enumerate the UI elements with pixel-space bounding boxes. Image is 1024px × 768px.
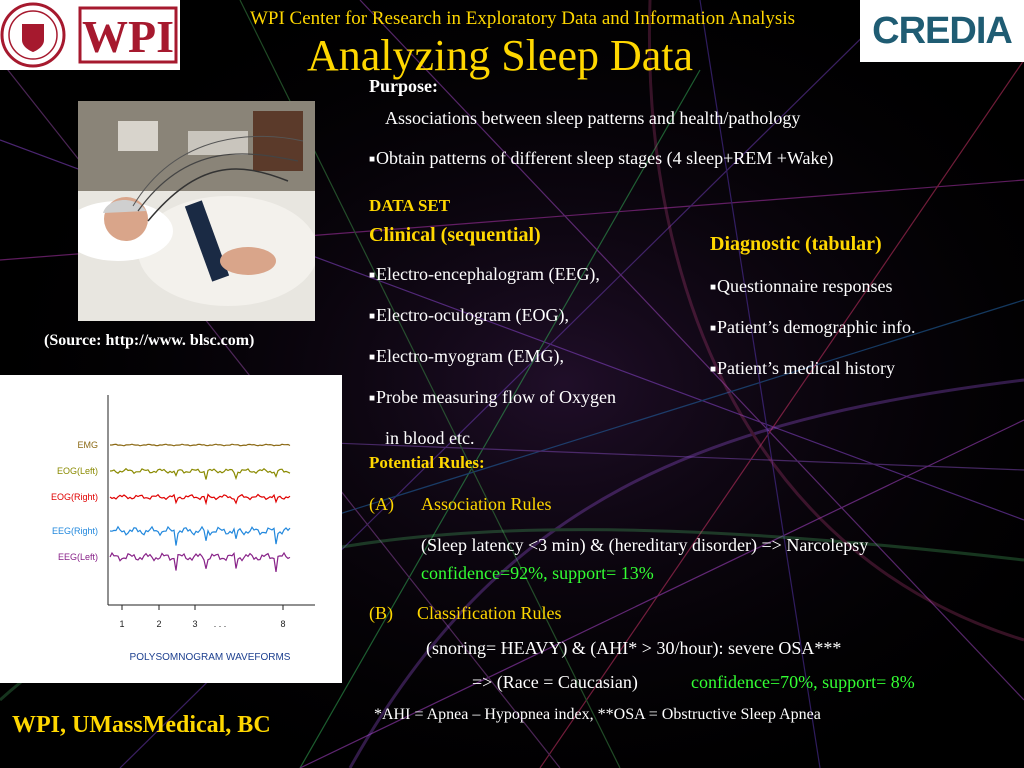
polysomnogram-waveforms xyxy=(0,375,342,683)
bullet-icon: ■ xyxy=(710,323,717,334)
polysomnogram-tick-label: 2 xyxy=(156,619,162,629)
diagnostic-item xyxy=(710,276,893,297)
dataset-heading: DATA SET xyxy=(369,196,451,215)
center-name: WPI Center for Research in Exploratory Data and Information Analysis xyxy=(249,8,796,29)
channel-label: EOG(Right) xyxy=(50,492,98,502)
wpi-logo-graphic xyxy=(0,0,180,70)
polysomnogram-figure xyxy=(0,375,342,683)
polysomnogram-tick-label: . . . xyxy=(213,619,227,629)
bullet-icon: ■ xyxy=(369,154,376,165)
rule-a-stats: confidence=92%, support= 13% xyxy=(421,563,654,583)
bullet-icon: ■ xyxy=(369,270,376,281)
diagnostic-item-text: Patient’s medical history xyxy=(717,358,896,378)
rule-a-text: (Sleep latency <3 min) & (hereditary disorder) => Narcolepsy xyxy=(421,535,869,555)
patient-photo xyxy=(78,101,315,321)
diagnostic-title: Diagnostic (tabular) xyxy=(710,233,882,255)
patient-sleeping-image xyxy=(78,101,315,321)
rule-b-title: Classification Rules xyxy=(417,603,562,623)
rule-b-marker: (B) xyxy=(369,603,393,623)
wpi-logo-text: WPI xyxy=(82,11,174,62)
polysomnogram-tick-label: 8 xyxy=(280,619,286,629)
clinical-item xyxy=(369,305,569,326)
rule-b-stats: confidence=70%, support= 8% xyxy=(691,672,915,692)
diagnostic-item-text: Patient’s demographic info. xyxy=(717,317,916,337)
bullet-icon: ■ xyxy=(369,393,376,404)
diagnostic-item-text: Questionnaire responses xyxy=(717,276,893,296)
bullet-icon: ■ xyxy=(369,352,376,363)
channel-waveform xyxy=(110,553,290,572)
bullet-icon: ■ xyxy=(710,282,717,293)
clinical-item-text: Electro-myogram (EMG), xyxy=(376,346,564,366)
polysomnogram-tick-label: 3 xyxy=(192,619,198,629)
rule-a-title: Association Rules xyxy=(421,494,552,514)
purpose-heading: Purpose: xyxy=(369,76,438,96)
clinical-item-continuation: in blood etc. xyxy=(385,428,475,448)
credia-logo xyxy=(860,0,1024,62)
wpi-logo xyxy=(0,0,180,70)
rule-a-marker: (A) xyxy=(369,494,394,514)
channel-waveform xyxy=(110,469,290,480)
channel-waveform xyxy=(110,527,290,546)
clinical-item-text: Electro-oculogram (EOG), xyxy=(376,305,569,325)
rules-heading: Potential Rules: xyxy=(369,453,485,472)
diagnostic-item xyxy=(710,358,895,379)
footnote: *AHI = Apnea – Hypopnea index, **OSA = Obstructive Sleep Apnea xyxy=(374,706,821,723)
clinical-item xyxy=(369,346,564,367)
rule-b-consequent: => (Race = Caucasian) xyxy=(472,672,638,692)
clinical-item xyxy=(369,387,616,408)
diagnostic-item xyxy=(710,317,916,338)
channel-label: EMG xyxy=(77,440,98,450)
channel-label: EEG(Right) xyxy=(51,526,98,536)
channel-label: EOG(Left) xyxy=(56,466,98,476)
page-title: Analyzing Sleep Data xyxy=(306,31,694,80)
credia-logo-text: CREDIA xyxy=(872,9,1012,52)
bullet-icon: ■ xyxy=(710,364,717,375)
image-source-caption: (Source: http://www. blsc.com) xyxy=(44,332,255,349)
clinical-title: Clinical (sequential) xyxy=(369,224,541,246)
polysomnogram-caption: POLYSOMNOGRAM WAVEFORMS xyxy=(129,652,291,663)
polysomnogram-tick-label: 1 xyxy=(119,619,125,629)
clinical-item-text: Probe measuring flow of Oxygen xyxy=(376,387,616,407)
clinical-item xyxy=(369,264,600,285)
clinical-item-text: Electro-encephalogram (EEG), xyxy=(376,264,600,284)
purpose-line: Associations between sleep patterns and health/pathology xyxy=(385,108,801,128)
channel-label: EEG(Left) xyxy=(57,552,98,562)
channel-waveform xyxy=(110,444,290,446)
rule-b-text: (snoring= HEAVY) & (AHI* > 30/hour): severe OSA*** xyxy=(426,638,842,658)
channel-waveform xyxy=(110,495,290,504)
purpose-bullet xyxy=(369,148,833,169)
footer-affiliations: WPI, UMassMedical, BC xyxy=(12,712,271,738)
bullet-icon: ■ xyxy=(369,311,376,322)
purpose-bullet-text: Obtain patterns of different sleep stages (4 sleep+REM +Wake) xyxy=(376,148,834,168)
